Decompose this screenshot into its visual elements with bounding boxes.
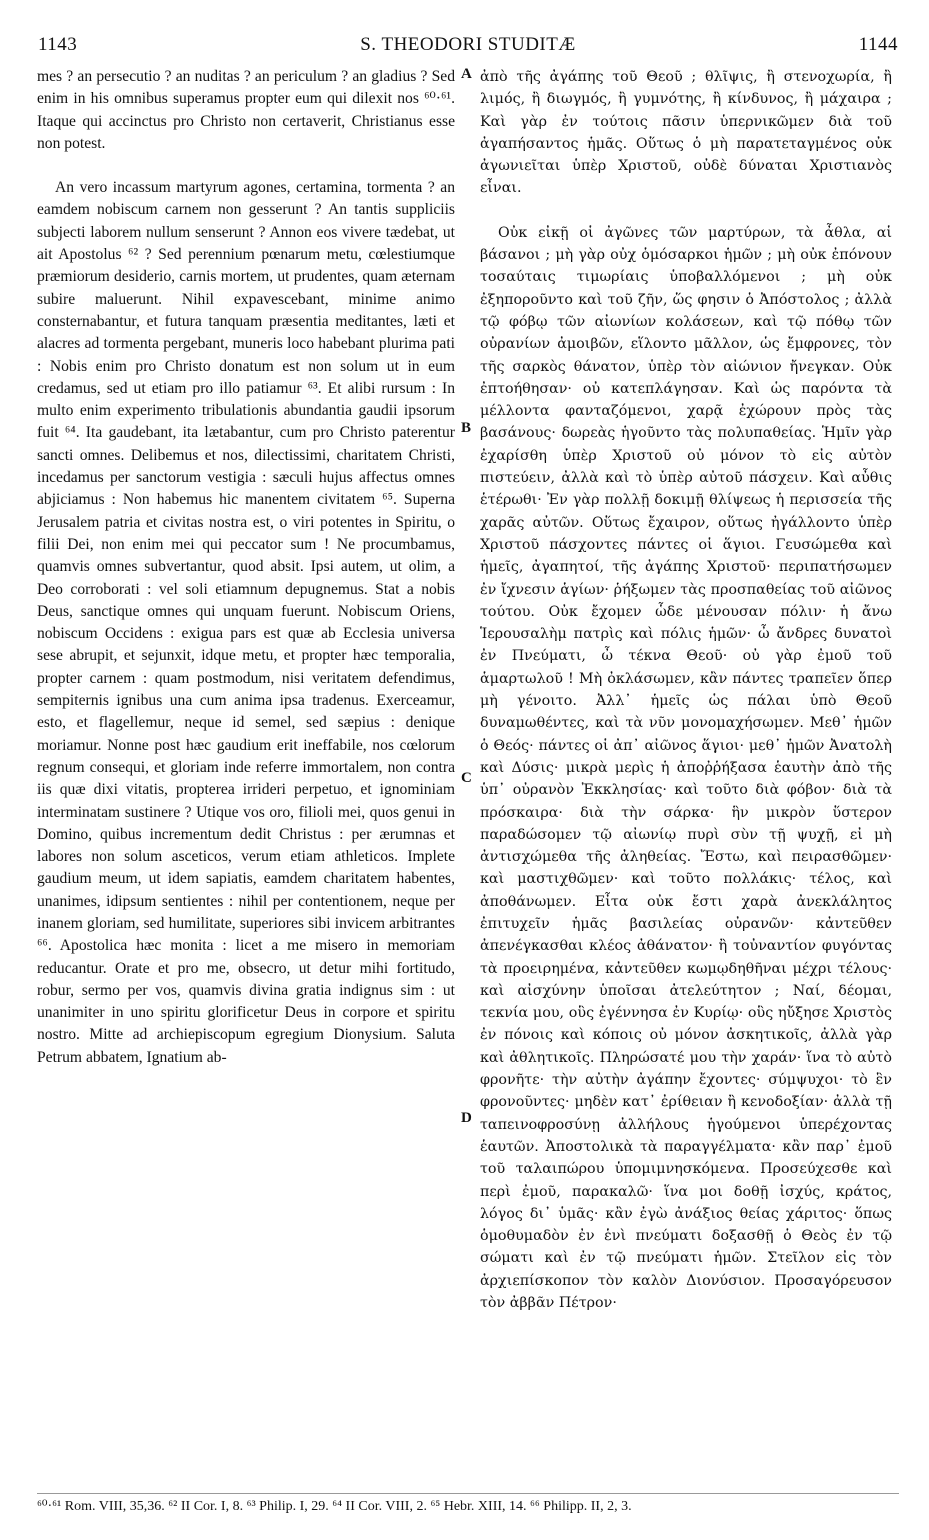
latin-paragraph-1: mes ? an persecutio ? an nuditas ? an periculum ? an gladius ? Sed enim in his omnibus superamus propter eum qui dilexit nos ⁶⁰·⁶¹. Itaque qui accinctus pro Christo non certaverit, Christianus esse non potest. [37,68,455,152]
page-header [38,34,898,58]
greek-paragraph-2: Οὐκ εἰκῇ οἱ ἀγῶνες τῶν μαρτύρων, τὰ ἆθλα, αἱ βάσανοι ; μὴ γὰρ οὐχ ὁμόσαρκοι ἡμῶν ; μὴ οὐκ ἐπόνουν τοσαύταις τιμωρίαις ὑποβαλλόμενοι ; μὴ οὐκ ἐξηπορoῦντο καὶ τοῦ ζῆν, ὥς φησιν ὁ Ἀπόστολος ; ἀλλὰ τῷ φόβῳ τῶν αἰωνίων κολάσεων, καὶ τῷ πόθῳ τῶν οὐρανίων ἀμοιβῶν, εἵλοντο μᾶλλον, ὡς ἔμφρονες, τὸν τῆς σαρκὸς θάνατον, ὑπὲρ τὸν αἰώνιον ἤνεγκαν. Οὐκ ἐπτοήθησαν· οὐ κατεπλάγησαν. Καὶ ὡς παρόντα τὰ μέλλοντα φανταζόμενοι, χαρᾷ ἐχώρουν πρὸς τὰς βασάνους· δωρεὰς ἡγοῦντο τὰς πολυπαθείας. Ἡμῖν γὰρ ἐχαρίσθη ὑπὲρ Χριστοῦ οὐ μόνον τὸ εἰς αὐτὸν πιστεύειν, ἀλλὰ καὶ τὸ ὑπὲρ αὐτοῦ πάσχειν. Καὶ αὖθις ἑτέρωθι· Ἐν γὰρ πολλῇ δοκιμῇ θλίψεως ἡ περισσεία τῆς χαρᾶς αὐτῶν. Οὕτως ἔχαιρον, οὕτως ἠγάλλοντο ὑπὲρ Χριστοῦ πάσχοντες πάντες οἱ ἅγιοι. Γευσώμεθα καὶ ἡμεῖς, ἀγαπητοί, τῆς ἀγάπης Χριστοῦ· περιπατήσωμεν ἐν ἴχνεσιν ἁγίων· ῥήξωμεν τὰς προσπαθείας τοῦ αἰῶνος τούτου. Οὐκ ἔχομεν ὧδε μένουσαν πόλιν· ἡ ἄνω Ἱερουσαλὴμ πατρὶς καὶ πόλις ἡμῶν· ὦ ἄνδρες δυνατοὶ ἐν Πνεύματι, ὦ τέκνα Θεοῦ· οὐ γὰρ ἐμοῦ τοῦ ἁμαρτωλοῦ ! Μὴ ὀκλάσωμεν, κἂν πάντες τραπεῖεν ὅπερ μὴ γένοιτο. Ἀλλ᾽ ἡμεῖς ὡς πάλαι ὑπὸ Θεοῦ δυναμωθέντες, καὶ τὰ νῦν μονομαχήσωμεν. Μεθ᾽ ἡμῶν ὁ Θεός· πάντες οἱ ἀπ᾽ αἰῶνος ἅγιοι· μεθ᾽ ἡμῶν Ἀνατολὴ καὶ Δύσις· μικρὰ μερὶς ἡ ἀποῤῥήξασα ἑαυτὴν ἀπὸ τῆς ὑπ᾽ οὐρανὸν Ἐκκλησίας· καὶ τοῦτο διὰ φόβον· διὰ τὰ πρόσκαιρα· διὰ τὴν σάρκα· ἣν μικρὸν ὕστερον παραδώσομεν τῷ αἰωνίῳ πυρὶ σὺν τῇ ψυχῇ, εἰ μὴ ἀντισχώμεθα τῆς ἀληθείας. Ἔστω, καὶ πειρασθῶμεν· καὶ μαστιχθῶμεν· καὶ τοῦτο πολλάκις· τέλος, καὶ ἀποθάνωμεν. Εἶτα οὐκ ἔστι χαρὰ ἀνεκλάλητος ἐπιτυχεῖν ἡμᾶς βασιλείας οὐρανῶν· κἀντεῦθεν ἀπενέγκασθαι κλέος ἀθάνατον· ἢ τοὐναντίον φυγόντας τὰ προειρημένα, κἀντεῦθεν κωμῳδηθῆναι μέχρι τέλους· καὶ αἰσχύνην ὑποῖσαι ἀτελεύτητον ; Ναί, δέομαι, τεκνία μου, οὓς ἐγέννησα ἐν Κυρίῳ· οὓς ηὔξησε Χριστὸς ἐν πόνοις καὶ κόποις οὐ μόνον ἀσκητικοῖς, ἀλλὰ γὰρ καὶ ἀθλητικοῖς. Πληρώσατέ μου τὴν χαράν· ἵνα τὸ αὐτὸ φρονῆτε· τὴν αὐτὴν ἀγάπην ἔχοντες· σύμψυχοι· τὸ ἓν φρονοῦντες· μηδὲν κατ᾽ ἐρίθειαν ἢ κενοδοξίαν· ἀλλὰ τῇ ταπεινοφροσύνῃ ἀλλήλους ἡγούμενοι ὑπερέχοντας ἑαυτῶν. Ἀποστολικὰ τὰ παραγγέλματα· κἂν παρ᾽ ἐμοῦ τοῦ ταλαιπώρου ὑπομιμνησκόμενα. Προσεύχεσθε καὶ περὶ ἐμοῦ, παρακαλῶ· ἵνα μοι δοθῇ ἰσχύς, κράτος, λόγος δι᾽ ὑμᾶς· κἂν ἐγὼ ἀνάξιος θείας χάριτος· ὅπως ὁμοθυμαδὸν ἐν ἑνὶ πνεύματι δοξασθῇ ὁ Θεὸς ἐν τῷ σώματι καὶ ἐν τῷ πνεύματι ἡμῶν. Στεῖλον εἰς τὸν ἀρχιεπίσκοπον τὸν καλὸν Διονύσιον. Προσαγόρευσον τὸν ἀββᾶν Πέτρον· [480,224,892,1312]
margin-mark-d: D [461,1110,472,1126]
latin-column [37,66,455,1069]
margin-mark-c: C [461,770,472,786]
greek-paragraph-1: ἀπὸ τῆς ἀγάπης τοῦ Θεοῦ ; θλῖψις, ἢ στενοχωρία, ἢ λιμός, ἢ διωγμός, ἢ γυμνότης, ἢ κίνδυνος, ἢ μάχαιρα ; Καὶ γὰρ ἐν τούτοις πᾶσιν ὑπερνικῶμεν διὰ τοῦ ἀγαπήσαντος ἡμᾶς. Οὕτως ὁ μὴ παρατεταγμένος οὐκ ἀγωνιεῖται ὑπὲρ Χριστοῦ, οὐδὲ δύναται Χριστιανὸς εἶναι. [480,69,892,197]
footnotes: ⁶⁰·⁶¹ Rom. VIII, 35,36. ⁶² II Cor. I, 8. ⁶³ Philip. I, 29. ⁶⁴ II Cor. VIII, 2. ⁶⁵ Hebr. XIII, 14. ⁶⁶ Philipp. II, 2, 3. [37,1493,899,1517]
margin-mark-b: B [461,420,472,436]
greek-column [480,66,892,1314]
margin-mark-a: A [461,66,472,82]
page-number-right: 1144 [858,34,898,55]
page-number-left: 1143 [38,34,78,55]
latin-paragraph-2: An vero incassum martyrum agones, certamina, tormenta ? an eamdem nobiscum carnem non gesserunt ? An tantis suppliciis subjecti laborem nullum senserunt ? Annon eos vivere tædebat, ut ait Apostolus ⁶² ? Sed perennium pœnarum metu, cœlestiumque præmiorum desiderio, carnis mortem, ut prudentes, quam æternam subire maluerunt. Nihil expavescebant, minime animo consternabantur, et futura tanquam præsentia meditantes, læti et alacres ad tormenta pergebant, muneris loco habebant plurima pati : Nobis enim pro Christo donatum est non solum ut in eum credamus, sed ut etiam pro illo patiamur ⁶³. Et alibi rursum : In multo enim experimento tribulationis abundantia gaudii ipsorum fuit ⁶⁴. Ita gaudebant, ita lætabantur, cum pro Christo paterentur sancti omnes. Delibemus et nos, dilectissimi, charitatem Christi, incedamus per sanctorum vestigia : sæculi hujus affectus omnes abjiciamus : Non habemus hic manentem civitatem ⁶⁵. Superna Jerusalem patria et civitas nostra est, o viri potentes in Spiritu, o filii Dei, non enim mei qui peccator sum ! Ne procumbamus, quamvis omnes subvertantur, quod absit. Ipsi autem, ut olim, a Deo corroborati : vel soli etiamnum depugnemus. Stat a nobis Deus, sanctique omnes qui unquam fuerunt. Nobiscum Oriens, nobiscum Occidens : exigua pars est quæ ab Ecclesia universa sese abrupit, et sejunxit, idque metu, et propter hæc temporalia, propter carnem : quam postmodum, nisi veritatem defendimus, sempiternis ignibus una cum anima ipsa tradenus. Exerceamur, esto, et flagellemur, neque id semel, sed sæpius : denique moriamur. Nonne post hæc gaudium erit ineffabile, nos cœlorum regnum consequi, et gloriam inde referre immortalem, non contra iis quæ dixi vitatis, propterea irrideri perpetuo, et ignominiam interminatam sustinere ? Utique vos oro, filioli mei, quos genui in Domino, quibus incrementum dedit Christus : per ærumnas et labores non solum asceticos, verum etiam athleticos. Implete gaudium meum, ut idem sapiatis, eamdem charitatem habentes, unanimes, idipsum sentientes : nihil per contentionem, neque per inanem gloriam, sed humilitate, superiores sibi invicem arbitrantes ⁶⁶. Apostolica hæc monita : licet a me misero in memoriam reducantur. Orate et pro me, obsecro, ut detur mihi fortitudo, robur, sermo per vos, quamvis divina gratia indignus sim : ut unanimiter in uno spiritu glorificetur Deus in corpore et spiritu nostro. Mitte ad archiepiscopum egregium Dionysium. Saluta Petrum abbatem, Ignatium ab- [37,179,455,1066]
running-title: S. THEODORI STUDITÆ [360,34,576,55]
